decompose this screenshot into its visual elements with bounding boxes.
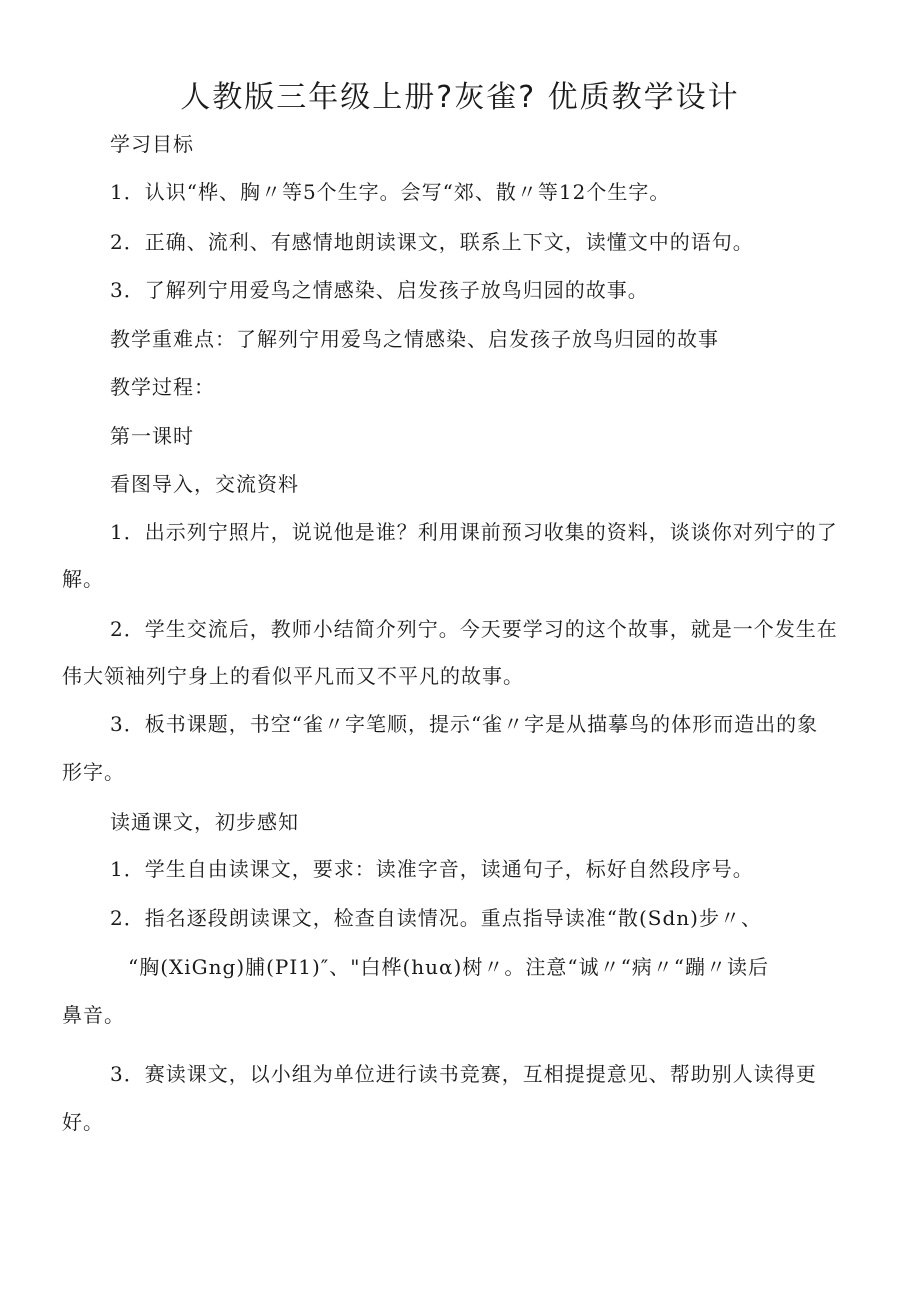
objective-item-1: 1．认识“桦、胸〃等5个生字。会写“郊、散〃等12个生字。 bbox=[110, 180, 671, 204]
intro-step-1: 1．出示列宁照片，说说他是谁？利用课前预习收集的资料，谈谈你对列宁的了 bbox=[110, 520, 838, 544]
section-heading-objectives: 学习目标 bbox=[110, 132, 194, 156]
subheading-reading: 读通课文，初步感知 bbox=[110, 810, 299, 834]
key-points-line: 教学重难点：了解列宁用爱鸟之情感染、启发孩子放鸟归园的故事 bbox=[110, 327, 719, 351]
intro-step-3: 3．板书课题，书空“雀〃字笔顺，提示“雀〃字是从描摹鸟的体形而造出的象 bbox=[110, 712, 819, 736]
section-heading-process: 教学过程： bbox=[110, 375, 215, 399]
reading-step-2-end: 鼻音。 bbox=[62, 1003, 125, 1027]
reading-step-3: 3．赛读课文，以小组为单位进行读书竞赛，互相提提意见、帮助别人读得更 bbox=[110, 1062, 817, 1086]
reading-step-1: 1．学生自由读课文，要求：读准字音，读通句子，标好自然段序号。 bbox=[110, 857, 754, 881]
intro-step-1-cont: 解。 bbox=[62, 567, 104, 591]
reading-step-2: 2．指名逐段朗读课文，检查自读情况。重点指导读准“散(Sdn)步〃、 bbox=[110, 906, 762, 930]
lesson-heading-first: 第一课时 bbox=[110, 424, 194, 448]
reading-step-3-cont: 好。 bbox=[62, 1110, 104, 1134]
reading-step-2-cont: “胸(XiGng)脯(PI1)″、"白桦(huα)树〃。注意“诚〃“病〃“蹦〃读后 bbox=[128, 955, 770, 979]
objective-item-3: 3．了解列宁用爱鸟之情感染、启发孩子放鸟归园的故事。 bbox=[110, 278, 649, 302]
intro-step-3-cont: 形字。 bbox=[62, 760, 125, 784]
objective-item-2: 2．正确、流利、有感情地朗读课文，联系上下文，读懂文中的语句。 bbox=[110, 230, 754, 254]
intro-step-2: 2．学生交流后，教师小结简介列宁。今天要学习的这个故事，就是一个发生在 bbox=[110, 617, 838, 641]
intro-step-2-cont: 伟大领袖列宁身上的看似平凡而又不平凡的故事。 bbox=[62, 664, 524, 688]
subheading-intro: 看图导入，交流资料 bbox=[110, 472, 299, 496]
document-title: 人教版三年级上册?灰雀? 优质教学设计 bbox=[180, 80, 740, 115]
